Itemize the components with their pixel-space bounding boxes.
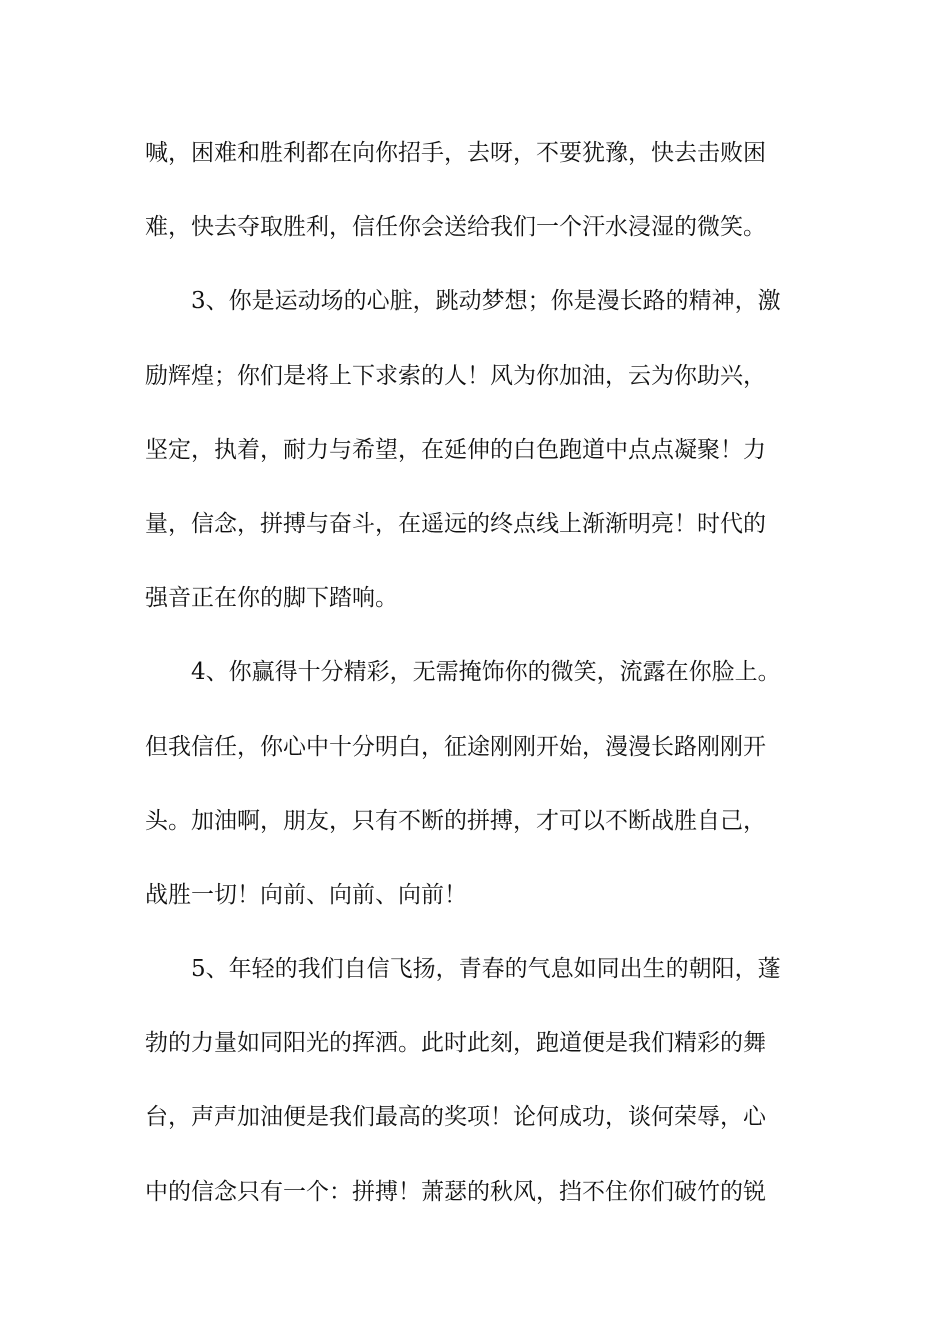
text-line: 5、年轻的我们自信飞扬，青春的气息如同出生的朝阳，蓬 (145, 956, 781, 983)
text-line: 3、你是运动场的心脏，跳动梦想；你是漫长路的精神，激 (145, 288, 781, 315)
text-line: 台，声声加油便是我们最高的奖项！论何成功，谈何荣辱，心 (145, 1104, 766, 1131)
text-line: 强音正在你的脚下踏响。 (145, 585, 398, 612)
text-line: 量，信念，拼搏与奋斗，在遥远的终点线上渐渐明亮！时代的 (145, 510, 766, 537)
text-line: 坚定，执着，耐力与希望，在延伸的白色跑道中点点凝聚！力 (145, 436, 766, 463)
text-line: 4、你赢得十分精彩，无需掩饰你的微笑，流露在你脸上。 (145, 659, 781, 686)
text-line: 难，快去夺取胜利，信任你会送给我们一个汗水浸湿的微笑。 (145, 214, 766, 241)
text-line: 喊，困难和胜利都在向你招手，去呀，不要犹豫，快去击败困 (145, 140, 766, 166)
text-line: 但我信任，你心中十分明白，征途刚刚开始，漫漫长路刚刚开 (145, 733, 766, 760)
text-line: 励辉煌；你们是将上下求索的人！风为你加油，云为你助兴， (145, 362, 766, 389)
text-line: 中的信念只有一个：拼搏！萧瑟的秋风，挡不住你们破竹的锐 (145, 1178, 766, 1205)
text-line: 勃的力量如同阳光的挥洒。此时此刻，跑道便是我们精彩的舞 (145, 1030, 766, 1057)
text-line: 战胜一切！向前、向前、向前！ (145, 881, 467, 908)
text-line: 头。加油啊，朋友，只有不断的拼搏，才可以不断战胜自己， (145, 807, 766, 834)
document-body (145, 133, 810, 1246)
